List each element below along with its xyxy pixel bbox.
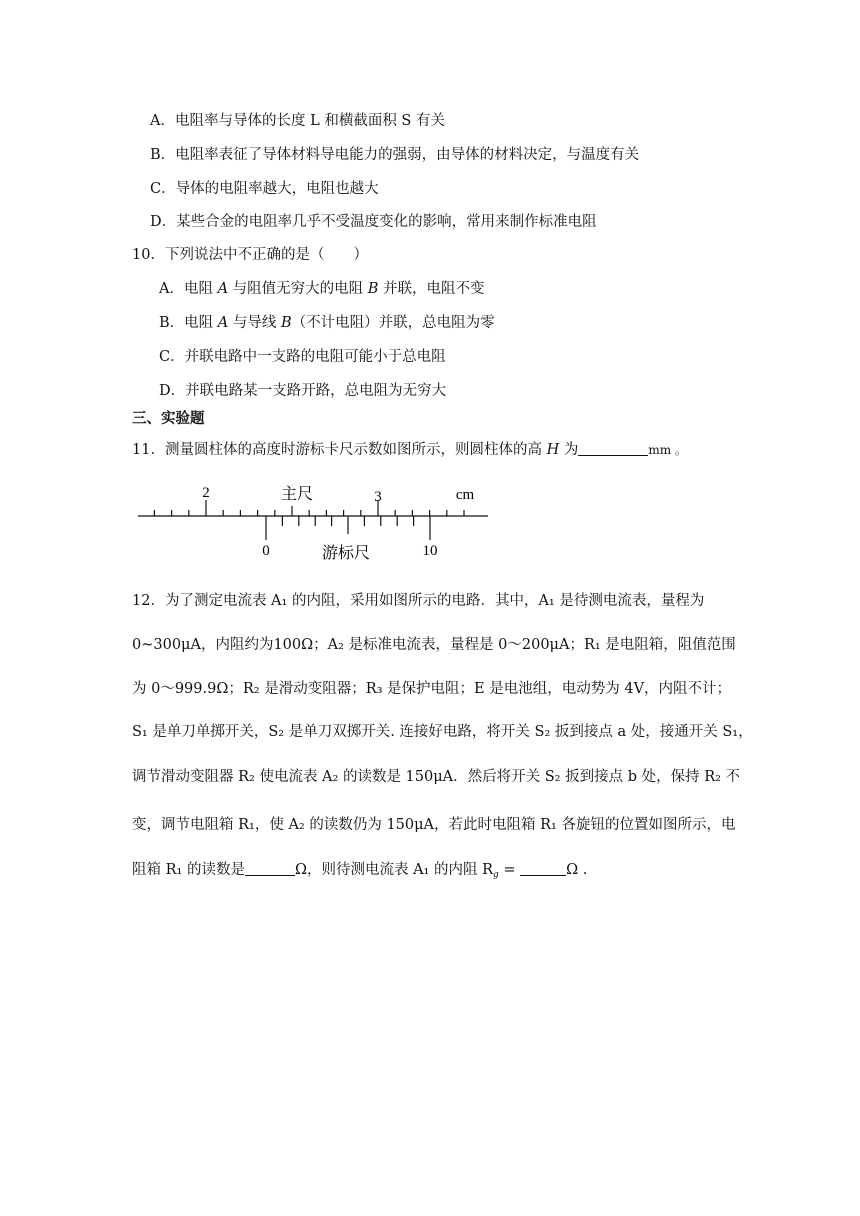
q12-line-6: 变，调节电阻箱 R₁，使 A₂ 的读数仍为 150μA，若此时电阻箱 R₁ 各旋钮的位置如图所示，电 bbox=[132, 817, 736, 833]
vernier-caliper-figure bbox=[130, 478, 500, 568]
q10-option-a: A．电阻 A 与阻值无穷大的电阻 B 并联，电阻不变 bbox=[159, 281, 485, 297]
vernier-scale-name: 游标尺 bbox=[321, 545, 371, 562]
q12-line-3: 为 0～999.9Ω；R₂ 是滑动变阻器；R₃ 是保护电阻；E 是电池组，电动势为 4V，内阻不计； bbox=[132, 681, 732, 697]
q10-option-d: D．并联电路某一支路开路，总电阻为无穷大 bbox=[159, 383, 447, 399]
unit-label-cm: cm bbox=[455, 487, 475, 503]
main-label-2: 2 bbox=[202, 485, 210, 501]
q12-rg-answer-blank[interactable] bbox=[520, 861, 566, 876]
vernier-scale-ticks bbox=[266, 516, 430, 540]
q12-line-1: 12．为了测定电流表 A₁ 的内阻，采用如图所示的电路．其中，A₁ 是待测电流表，量程为 bbox=[132, 593, 705, 609]
q12-r1-reading-blank[interactable] bbox=[245, 861, 295, 876]
vernier-label-10: 10 bbox=[422, 543, 438, 559]
q12-line-5: 调节滑动变阻器 R₂ 使电流表 A₂ 的读数是 150μA．然后将开关 S₂ 扳到接点 b 处，保持 R₂ 不 bbox=[132, 769, 741, 785]
section-heading: 三、实验题 bbox=[132, 411, 205, 427]
q12-line-7: 阻箱 R₁ 的读数是 Ω，则待测电流表 A₁ 的内阻 $R_g = \Omega$ . bbox=[132, 862, 588, 880]
q9-option-c: C．导体的电阻率越大，电阻也越大 bbox=[150, 181, 379, 197]
q9-option-d: D．某些合金的电阻率几乎不受温度变化的影响，常用来制作标准电阻 bbox=[150, 214, 597, 230]
q11-answer-blank[interactable] bbox=[578, 441, 648, 456]
vernier-label-0: 0 bbox=[262, 543, 270, 559]
q12-line-4: S₁ 是单刀单掷开关，S₂ 是单刀双掷开关. 连接好电路，将开关 S₂ 扳到接点 a 处，接通开关 S₁， bbox=[132, 724, 753, 740]
q10-option-b: B．电阻 A 与导线 B（不计电阻）并联，总电阻为零 bbox=[159, 315, 495, 331]
q10-stem: 10．下列说法中不正确的是（ ） bbox=[132, 247, 368, 263]
q12-line-2: 0~300μA，内阻约为100Ω；A₂ 是标准电流表，量程是 0～200μA；R₁ 是电阻箱，阻值范围 bbox=[132, 637, 736, 653]
main-scale-name: 主尺 bbox=[280, 486, 314, 503]
main-label-3: 3 bbox=[374, 489, 382, 505]
q9-option-b: B．电阻率表征了导体材料导电能力的强弱，由导体的材料决定，与温度有关 bbox=[150, 147, 640, 163]
q9-option-a: A．电阻率与导体的长度 L 和横截面积 S 有关 bbox=[150, 113, 445, 129]
q10-option-c: C．并联电路中一支路的电阻可能小于总电阻 bbox=[159, 349, 446, 365]
q11-stem: 11．测量圆柱体的高度时游标卡尺示数如图所示，则圆柱体的高 H 为 mm 。 bbox=[132, 442, 687, 458]
